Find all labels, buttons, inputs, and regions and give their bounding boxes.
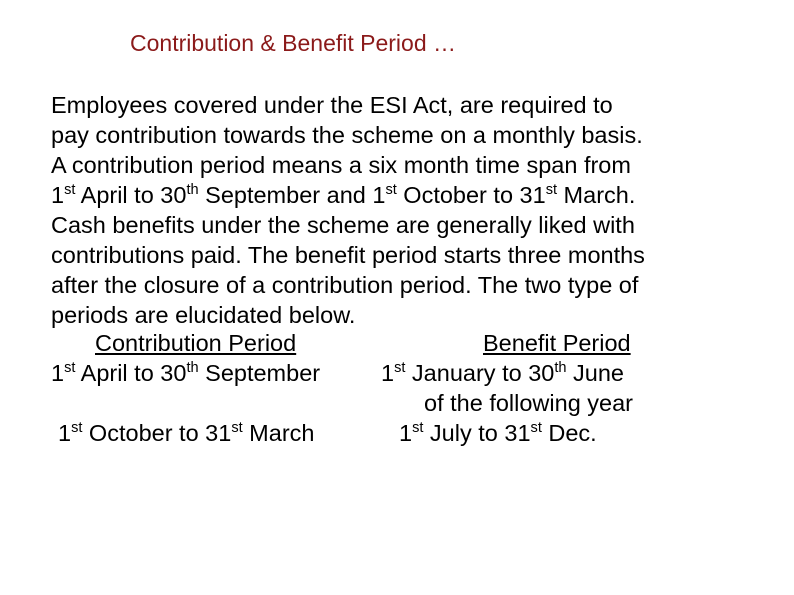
ordinal-suffix: st bbox=[412, 419, 424, 436]
ordinal-suffix: th bbox=[186, 181, 199, 198]
benefit-period-header: Benefit Period bbox=[483, 330, 631, 356]
text-run: 1 bbox=[58, 420, 72, 446]
text-run: March. bbox=[557, 182, 636, 208]
text-run: Dec. bbox=[541, 420, 597, 446]
contribution-period-header: Contribution Period bbox=[95, 330, 297, 356]
body-paragraph bbox=[51, 90, 751, 330]
text-run: October to 31 bbox=[82, 420, 232, 446]
text-run: April to 30 bbox=[75, 360, 187, 386]
ordinal-suffix: st bbox=[530, 419, 542, 436]
ordinal-suffix: st bbox=[394, 359, 406, 376]
text-run: September and 1 bbox=[198, 182, 386, 208]
benefit-period-row2 bbox=[399, 420, 597, 447]
text-run: July to 31 bbox=[423, 420, 531, 446]
ordinal-suffix: st bbox=[231, 419, 243, 436]
benefit-period-row1 bbox=[381, 360, 624, 387]
text-run: 1 bbox=[381, 360, 395, 386]
text-run: January to 30 bbox=[405, 360, 555, 386]
benefit-period-row1-continuation: of the following year bbox=[424, 390, 634, 416]
paragraph-line: after the closure of a contribution period. The two type of bbox=[51, 272, 639, 298]
ordinal-suffix: st bbox=[71, 419, 83, 436]
page-title: Contribution & Benefit Period … bbox=[130, 30, 457, 56]
ordinal-suffix: th bbox=[186, 359, 199, 376]
paragraph-line bbox=[51, 180, 751, 210]
paragraph-line: Employees covered under the ESI Act, are required to bbox=[51, 92, 613, 118]
ordinal-suffix: st bbox=[385, 181, 397, 198]
text-run: September bbox=[198, 360, 321, 386]
ordinal-suffix: st bbox=[64, 181, 76, 198]
text-run: March bbox=[242, 420, 315, 446]
text-run: 1 bbox=[51, 360, 65, 386]
ordinal-suffix: st bbox=[545, 181, 558, 198]
text-run: June bbox=[566, 360, 624, 386]
ordinal-suffix: th bbox=[554, 359, 567, 376]
paragraph-line: Cash benefits under the scheme are generally liked with bbox=[51, 212, 635, 238]
paragraph-line: contributions paid. The benefit period starts three months bbox=[51, 242, 645, 268]
text-run: October to 31 bbox=[396, 182, 546, 208]
text-run: 1 bbox=[51, 182, 65, 208]
contribution-period-row2 bbox=[58, 420, 314, 447]
text-run: 1 bbox=[399, 420, 413, 446]
contribution-period-row1 bbox=[51, 360, 320, 387]
ordinal-suffix: st bbox=[64, 359, 76, 376]
paragraph-line: A contribution period means a six month time span from bbox=[51, 152, 631, 178]
paragraph-line: pay contribution towards the scheme on a monthly basis. bbox=[51, 122, 643, 148]
paragraph-line: periods are elucidated below. bbox=[51, 302, 356, 328]
text-run: April to 30 bbox=[75, 182, 187, 208]
